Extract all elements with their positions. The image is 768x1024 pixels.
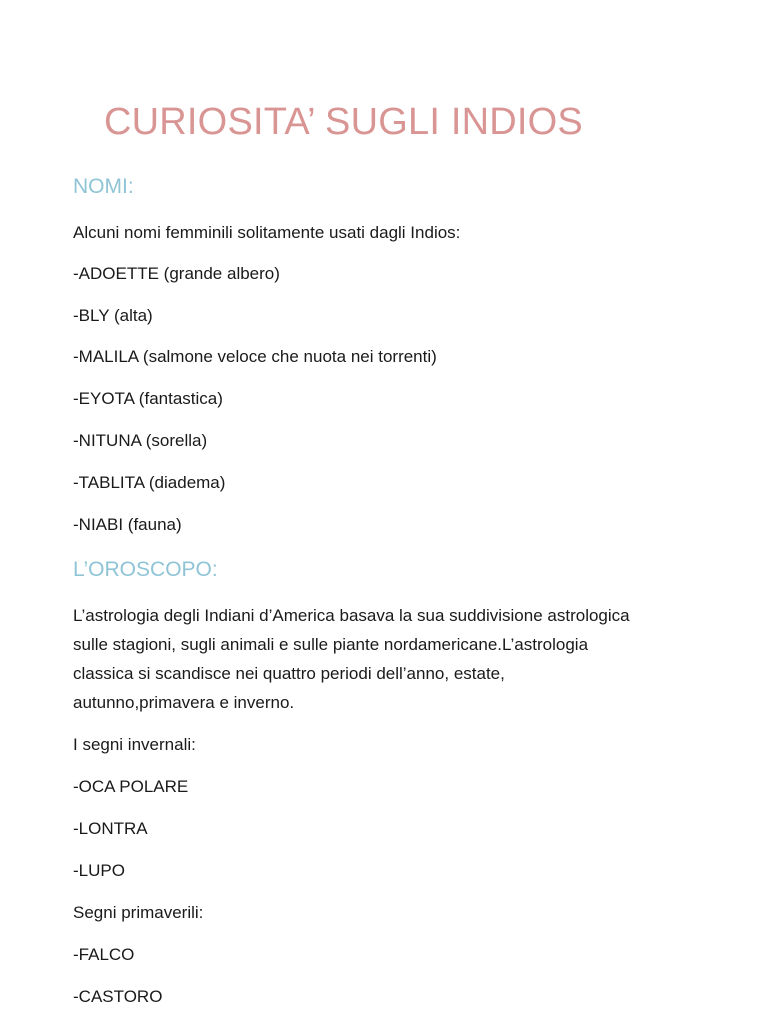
name-item: -NITUNA (sorella) — [73, 431, 208, 450]
names-intro: Alcuni nomi femminili solitamente usati dagli Indios: — [73, 223, 461, 242]
name-item: -BLY (alta) — [73, 306, 153, 325]
paragraph-line: autunno,primavera e inverno. — [73, 693, 295, 712]
paragraph-line: classica si scandisce nei quattro periodi dell’anno, estate, — [73, 664, 505, 683]
winter-signs-label: I segni invernali: — [73, 735, 196, 754]
name-item: -EYOTA (fantastica) — [73, 389, 223, 408]
paragraph-line: sulle stagioni, sugli animali e sulle piante nordamericane.L’astrologia — [73, 635, 589, 654]
sign-item: -OCA POLARE — [73, 777, 189, 796]
name-item: -MALILA (salmone veloce che nuota nei torrenti) — [73, 347, 437, 366]
spring-signs-label: Segni primaverili: — [73, 903, 204, 922]
sign-item: -FALCO — [73, 945, 135, 964]
name-item: -TABLITA (diadema) — [73, 473, 226, 492]
horoscope-paragraph — [73, 601, 703, 717]
name-item: -NIABI (fauna) — [73, 515, 182, 534]
name-item: -ADOETTE (grande albero) — [73, 264, 280, 283]
paragraph-line: L’astrologia degli Indiani d’America basava la sua suddivisione astrologica — [73, 606, 630, 625]
sign-item: -CASTORO — [73, 987, 163, 1006]
section-heading-names: NOMI: — [73, 175, 134, 198]
document-title: CURIOSITA’ SUGLI INDIOS — [104, 101, 583, 143]
section-heading-horoscope: L’OROSCOPO: — [73, 558, 218, 581]
sign-item: -LUPO — [73, 861, 125, 880]
sign-item: -LONTRA — [73, 819, 148, 838]
